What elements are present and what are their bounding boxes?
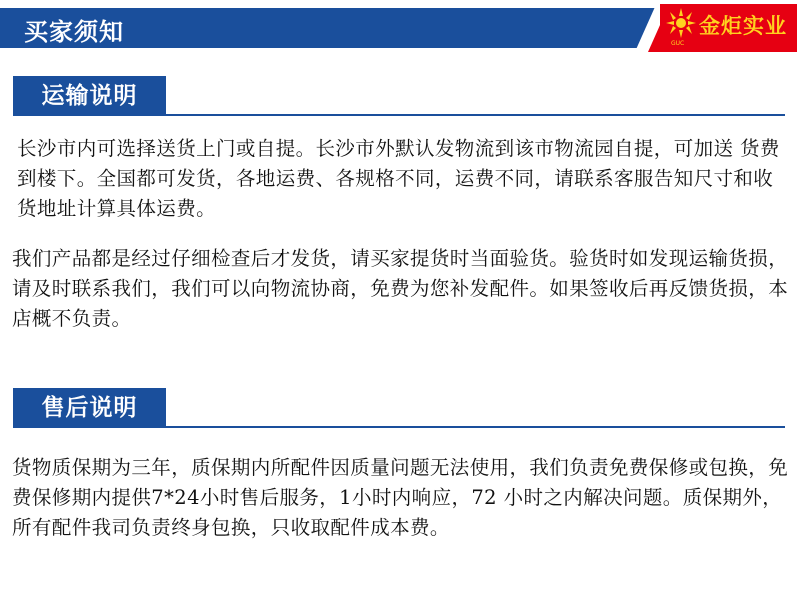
page-title: 买家须知 <box>24 18 124 46</box>
sun-logo-icon <box>664 8 698 44</box>
section-heading-aftersales: 售后说明 <box>13 388 166 428</box>
brand-sub-label: GUC <box>671 40 685 47</box>
section-divider <box>13 426 785 428</box>
shipping-paragraph-2: 我们产品都是经过仔细检查后才发货，请买家提货时当面验货。验货时如发现运输货损，请及时联系我们，我们可以向物流协商，免费为您补发配件。如果签收后再反馈货损，本店概不负责。 <box>12 247 789 330</box>
top-banner <box>0 0 797 54</box>
shipping-paragraph-1: 长沙市内可选择送货上门或自提。长沙市外默认发物流到该市物流园自提，可加送 货费到楼下。全国都可发货，各地运费、各规格不同，运费不同，请联系客服告知尺寸和收货地址计算具体运费。 <box>17 137 780 220</box>
aftersales-paragraph-1: 货物质保期为三年，质保期内所配件因质量问题无法使用，我们负责免费保修或包换，免费保修期内提供7*24小时售后服务，1小时内响应，72 小时之内解决问题。质保期外，所有配件我司负责终身包换，只收取配件成本费。 <box>12 456 789 539</box>
section-heading-shipping: 运输说明 <box>13 76 166 116</box>
section-divider <box>13 114 785 116</box>
brand-name: 金炬实业 <box>699 13 787 38</box>
